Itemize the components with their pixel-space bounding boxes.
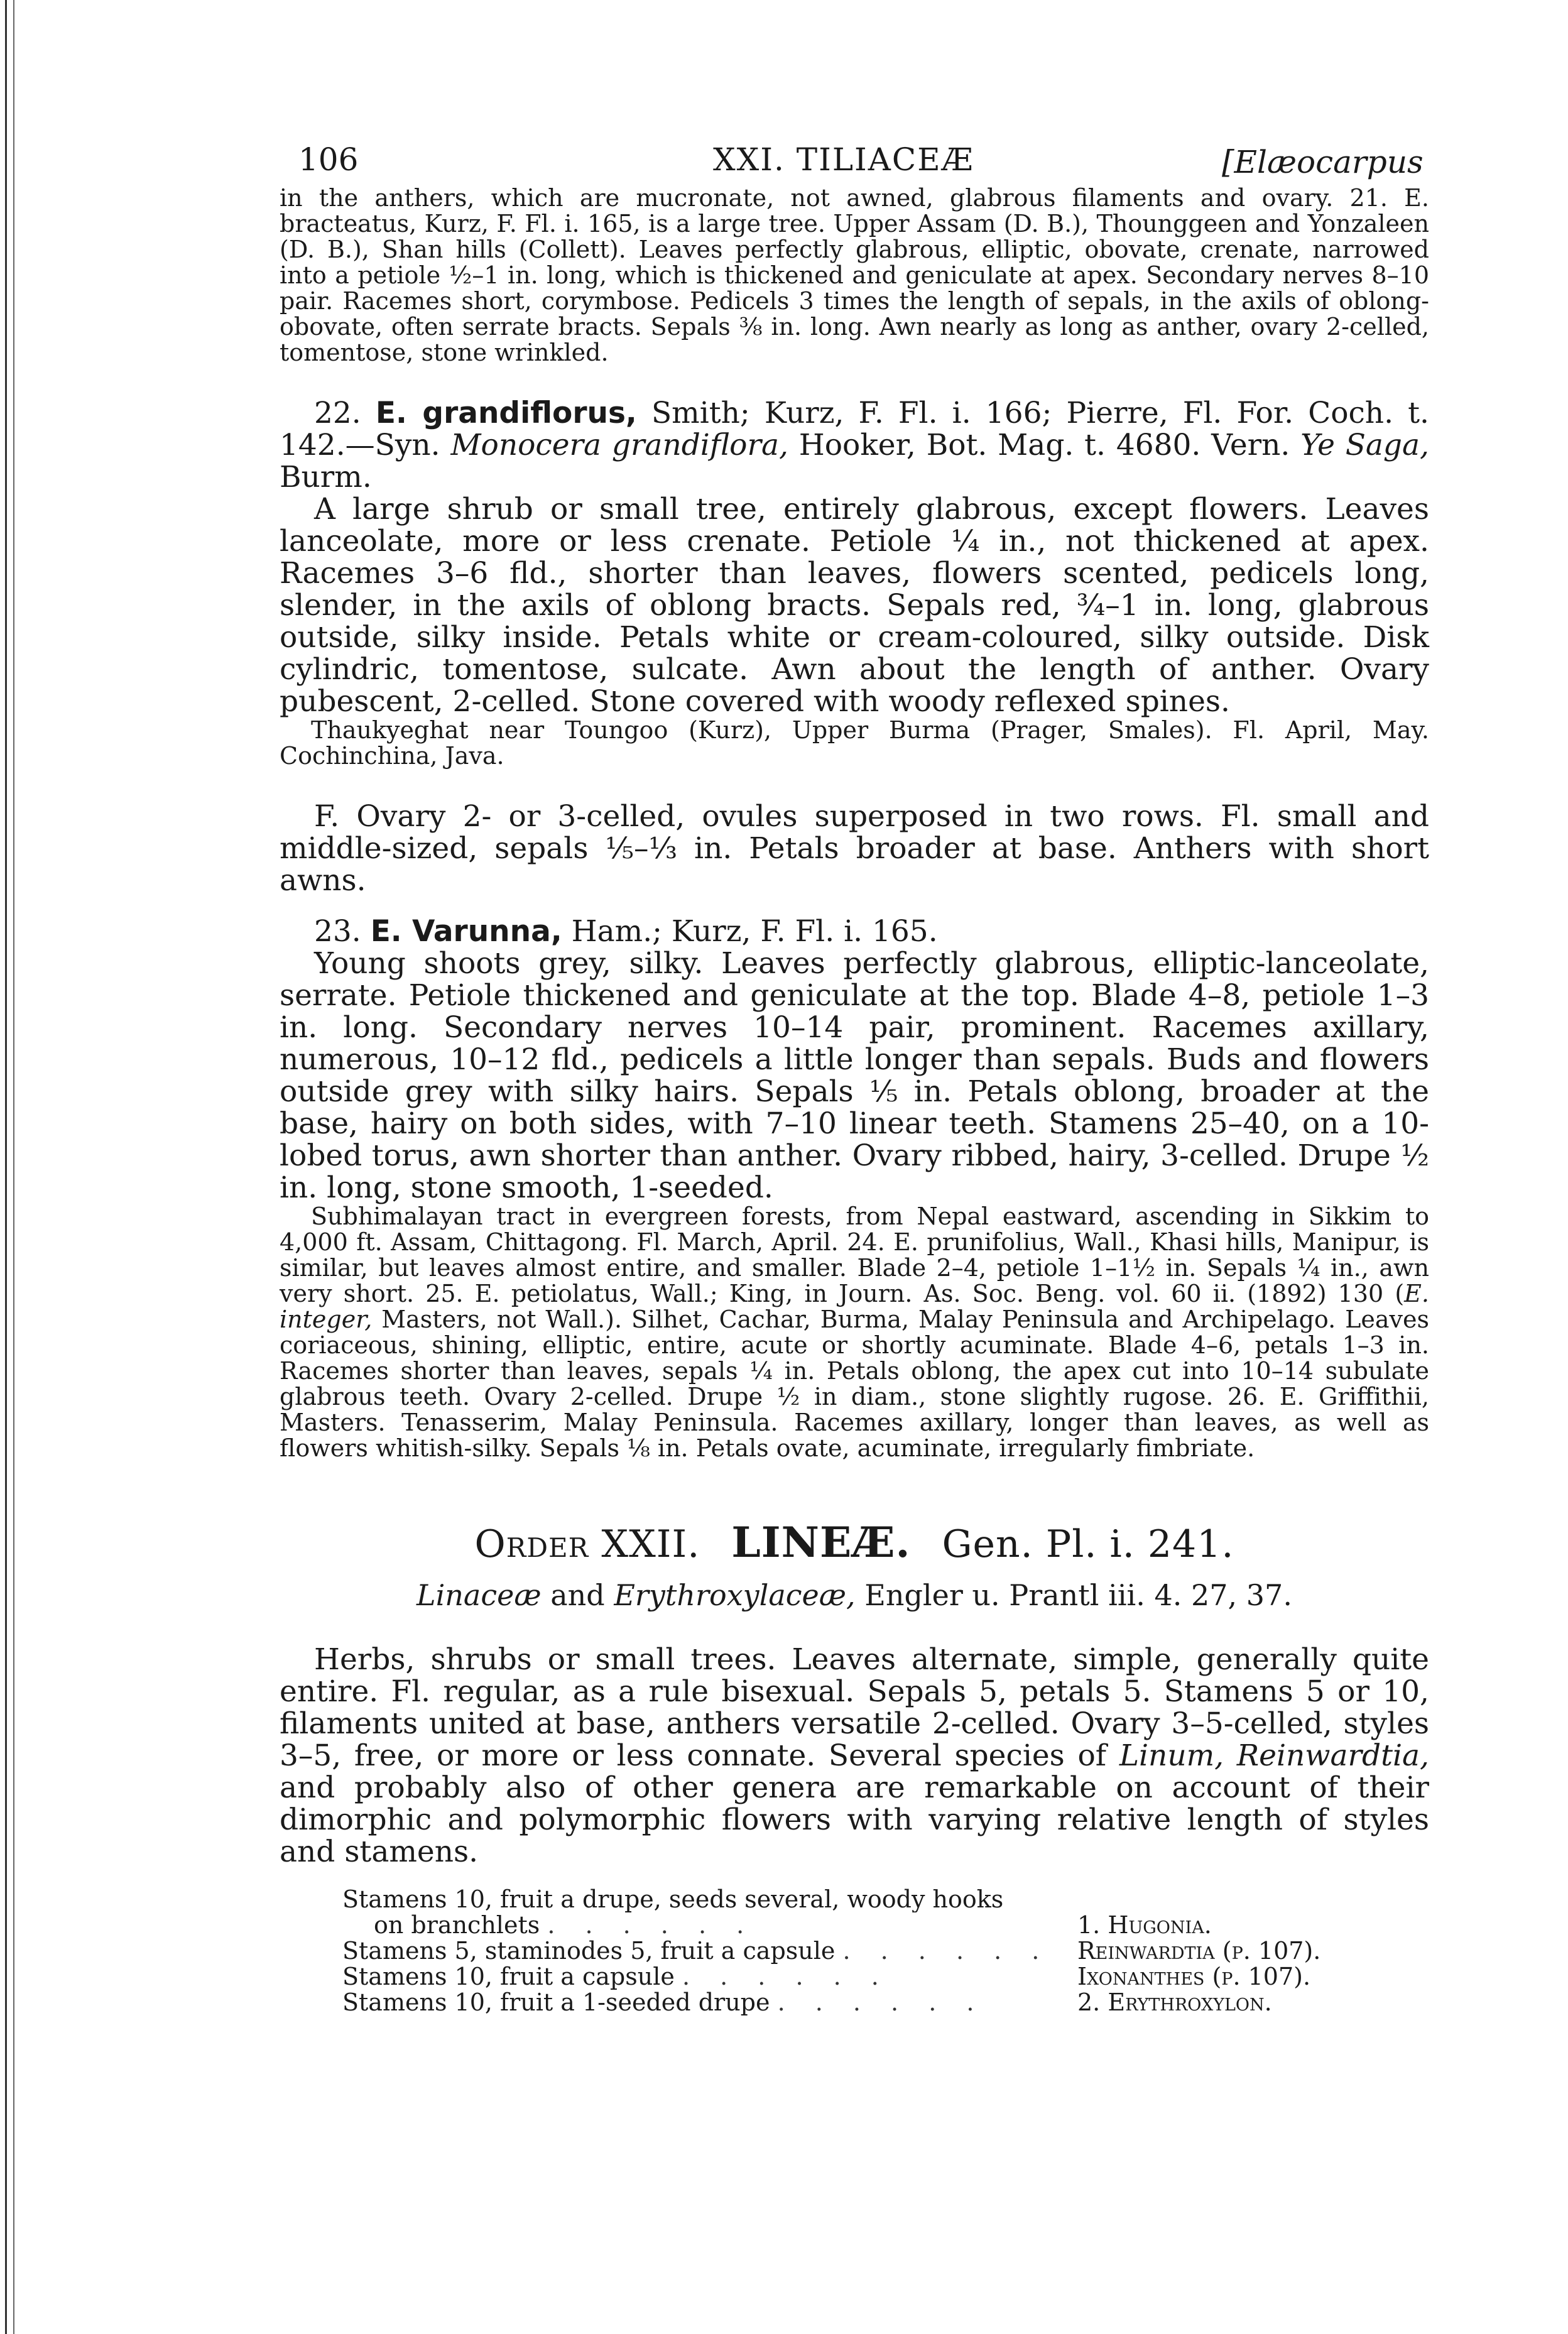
order-heading (280, 1518, 1429, 1567)
species-23-integer-name: E. integer, (280, 1280, 1429, 1333)
species-23-distribution-a: Subhimalayan tract in evergreen forests, from Nepal eastward, ascending in Sikkim to 4,000 ft. Assam, Chittagong. Fl. March, April. 24. E. prunifolius, Wall., Khasi hills, Manipur, is similar, but leaves almost entire, and smaller. Blade 2–4, petiole 1–1½ in. Sepals ¼ in., awn very short. 25. E. petiolatus, Wall.; King, in Journ. As. Soc. Beng. vol. 60 ii. (1892) 130 ( (280, 1202, 1429, 1307)
key-target: 2. Erythroxylon. (1077, 1988, 1272, 2016)
key-target: Ixonanthes (p. 107). (1077, 1963, 1311, 1990)
key-lead (342, 1964, 1077, 1990)
key-target (1077, 1887, 1429, 1912)
species-22-synonym: Monocera grandiflora, (450, 428, 788, 462)
key-leader-dots: . . . . . . (682, 1964, 890, 1990)
page (280, 135, 1429, 2015)
key-row (342, 1887, 1429, 1912)
order-subtitle-linaceae: Linaceæ (416, 1578, 542, 1612)
running-header (280, 135, 1429, 185)
order-subtitle-erythroxylaceae: Erythroxylaceæ, (614, 1578, 856, 1612)
species-22-description: A large shrub or small tree, entirely glabrous, except flowers. Leaves lanceolate, more or less crenate. Petiole ¼ in., not thickened at apex. Racemes 3–6 fld., shorter than leaves, flowers scented, pedicels long, slender, in the axils of oblong bracts. Sepals red, ¾–1 in. long, glabrous outside, silky inside. Petals white or cream-coloured, silky outside. Disk cylindric, tomentose, sulcate. Awn about the length of anther. Ovary pubescent, 2-celled. Stone covered with woody reflexed spines. (280, 492, 1429, 719)
key-lead-text: Stamens 10, fruit a 1-seeded drupe (342, 1990, 770, 2015)
species-22-vernacular-lang: Burm. (280, 460, 372, 494)
order-description-a: Herbs, shrubs or small trees. Leaves alternate, simple, generally quite entire. Fl. regular, as a rule bisexual. Sepals 5, petals 5. Stamens 5 or 10, filaments united at base, anthers versatile 2-celled. Ovary 3–5-celled, styles 3–5, free, or more or less connate. Several species of (280, 1642, 1429, 1773)
species-22-heading (280, 397, 1429, 493)
page-number: 106 (298, 141, 359, 178)
species-23-distribution (280, 1204, 1429, 1461)
species-22-citation2: Hooker, Bot. Mag. t. 4680. Vern. (798, 428, 1290, 462)
key-leader-dots: . . . . . . (547, 1912, 756, 1938)
order-description-linum: Linum, (1119, 1738, 1224, 1773)
species-23-name: E. Varunna, (370, 914, 562, 949)
order-subtitle (280, 1578, 1429, 1612)
species-23-citation: Ham.; Kurz, F. Fl. i. 165. (571, 914, 938, 949)
intro-paragraph: in the anthers, which are mucronate, not awned, glabrous filaments and ovary. 21. E. bracteatus, Kurz, F. Fl. i. 165, is a large tree. Upper Assam (D. B.), Thounggeen and Yonzaleen (D. B.), Shan hills (Collett). Leaves perfectly glabrous, elliptic, obovate, crenate, narrowed into a petiole ½–1 in. long, which is thickened and geniculate at apex. Secondary nerves 8–10 pair. Racemes short, corymbose. Pedicels 3 times the length of sepals, in the axils of oblong-obovate, often serrate bracts. Sepals ⅜ in. long. Awn nearly as long as anther, ovary 2-celled, tomentose, stone wrinkled. (280, 184, 1429, 366)
key-lead (342, 1938, 1077, 1964)
order-description-reinwardtia: Reinwardtia, (1236, 1738, 1429, 1773)
key-leader-dots: . . . . . . (842, 1938, 1051, 1964)
species-23-number: 23. (314, 914, 361, 949)
book-spine-edge (5, 0, 14, 2334)
key-lead: Stamens 10, fruit a drupe, seeds several, woody hooks (342, 1887, 1004, 1912)
order-description-b: and probably also of other genera are remarkable on account of their dimorphic and polymorphic flowers with varying relative length of styles and stamens. (280, 1770, 1429, 1869)
species-23-distribution-b: Masters, not Wall.). Silhet, Cachar, Burma, Malay Peninsula and Archipelago. Leaves coriaceous, shining, elliptic, entire, acute or shortly acuminate. Blade 4–6, petals 1–3 in. Racemes shorter than leaves, sepals ¼ in. Petals oblong, the apex cut into 10–14 subulate glabrous teeth. Ovary 2-celled. Drupe ½ in diam., stone slightly rugose. 26. E. Griffithii, Masters. Tenasserim, Malay Peninsula. Racemes axillary, longer than leaves, as well as flowers whitish-silky. Sepals ⅛ in. Petals ovate, acuminate, irregularly fimbriate. (280, 1306, 1429, 1462)
key-target: Reinwardtia (p. 107). (1077, 1937, 1321, 1965)
species-22-vernacular: Ye Saga, (1300, 428, 1429, 462)
order-reference: Gen. Pl. i. 241. (942, 1522, 1234, 1566)
key-row (342, 1912, 1429, 1938)
section-f-paragraph: F. Ovary 2- or 3-celled, ovules superposed in two rows. Fl. small and middle-sized, sepals ⅕–⅓ in. Petals broader at base. Anthers with short awns. (280, 799, 1429, 898)
order-family: LINEÆ. (731, 1518, 911, 1567)
key-lead (342, 1990, 1077, 2015)
key-lead-text: on branchlets (374, 1912, 540, 1938)
species-22-citation: Smith; Kurz, F. Fl. i. 166; Pierre, Fl. For. Coch. t. 142.—Syn. (280, 396, 1429, 462)
running-genus: [Elæocarpus (1222, 144, 1424, 180)
species-22-number: 22. (314, 396, 361, 430)
key-row (342, 1938, 1429, 1964)
genus-key (342, 1887, 1429, 2015)
key-row (342, 1964, 1429, 1990)
species-23-description: Young shoots grey, silky. Leaves perfectly glabrous, elliptic-lanceolate, serrate. Petiole thickened and geniculate at the top. Blade 4–8, petiole 1–3 in. long. Secondary nerves 10–14 pair, prominent. Racemes axillary, numerous, 10–12 fld., pedicels a little longer than sepals. Buds and flowers outside grey with silky hairs. Sepals ⅕ in. Petals oblong, broader at the base, hairy on both sides, with 7–10 linear teeth. Stamens 25–40, on a 10-lobed torus, awn shorter than anther. Ovary ribbed, hairy, 3-celled. Drupe ½ in. long, stone smooth, 1-seeded. (280, 946, 1429, 1205)
key-row (342, 1990, 1429, 2015)
key-lead (342, 1912, 1077, 1938)
order-prefix: Order XXII. (474, 1522, 700, 1566)
key-leader-dots: . . . . . . (777, 1990, 986, 2015)
order-description (280, 1644, 1429, 1868)
order-subtitle-and: and (550, 1578, 605, 1612)
key-lead-text: Stamens 5, staminodes 5, fruit a capsule (342, 1938, 836, 1964)
species-23-heading (280, 915, 1429, 947)
order-subtitle-reference: Engler u. Prantl iii. 4. 27, 37. (864, 1578, 1292, 1612)
running-title: XXI. TILIACEÆ (713, 141, 974, 178)
key-target: 1. Hugonia. (1077, 1911, 1212, 1939)
species-22-name: E. grandiflorus, (375, 396, 637, 430)
species-22-distribution: Thaukyeghat near Toungoo (Kurz), Upper Burma (Prager, Smales). Fl. April, May. Cochinchina, Java. (280, 716, 1429, 770)
key-lead-text: Stamens 10, fruit a capsule (342, 1964, 675, 1990)
